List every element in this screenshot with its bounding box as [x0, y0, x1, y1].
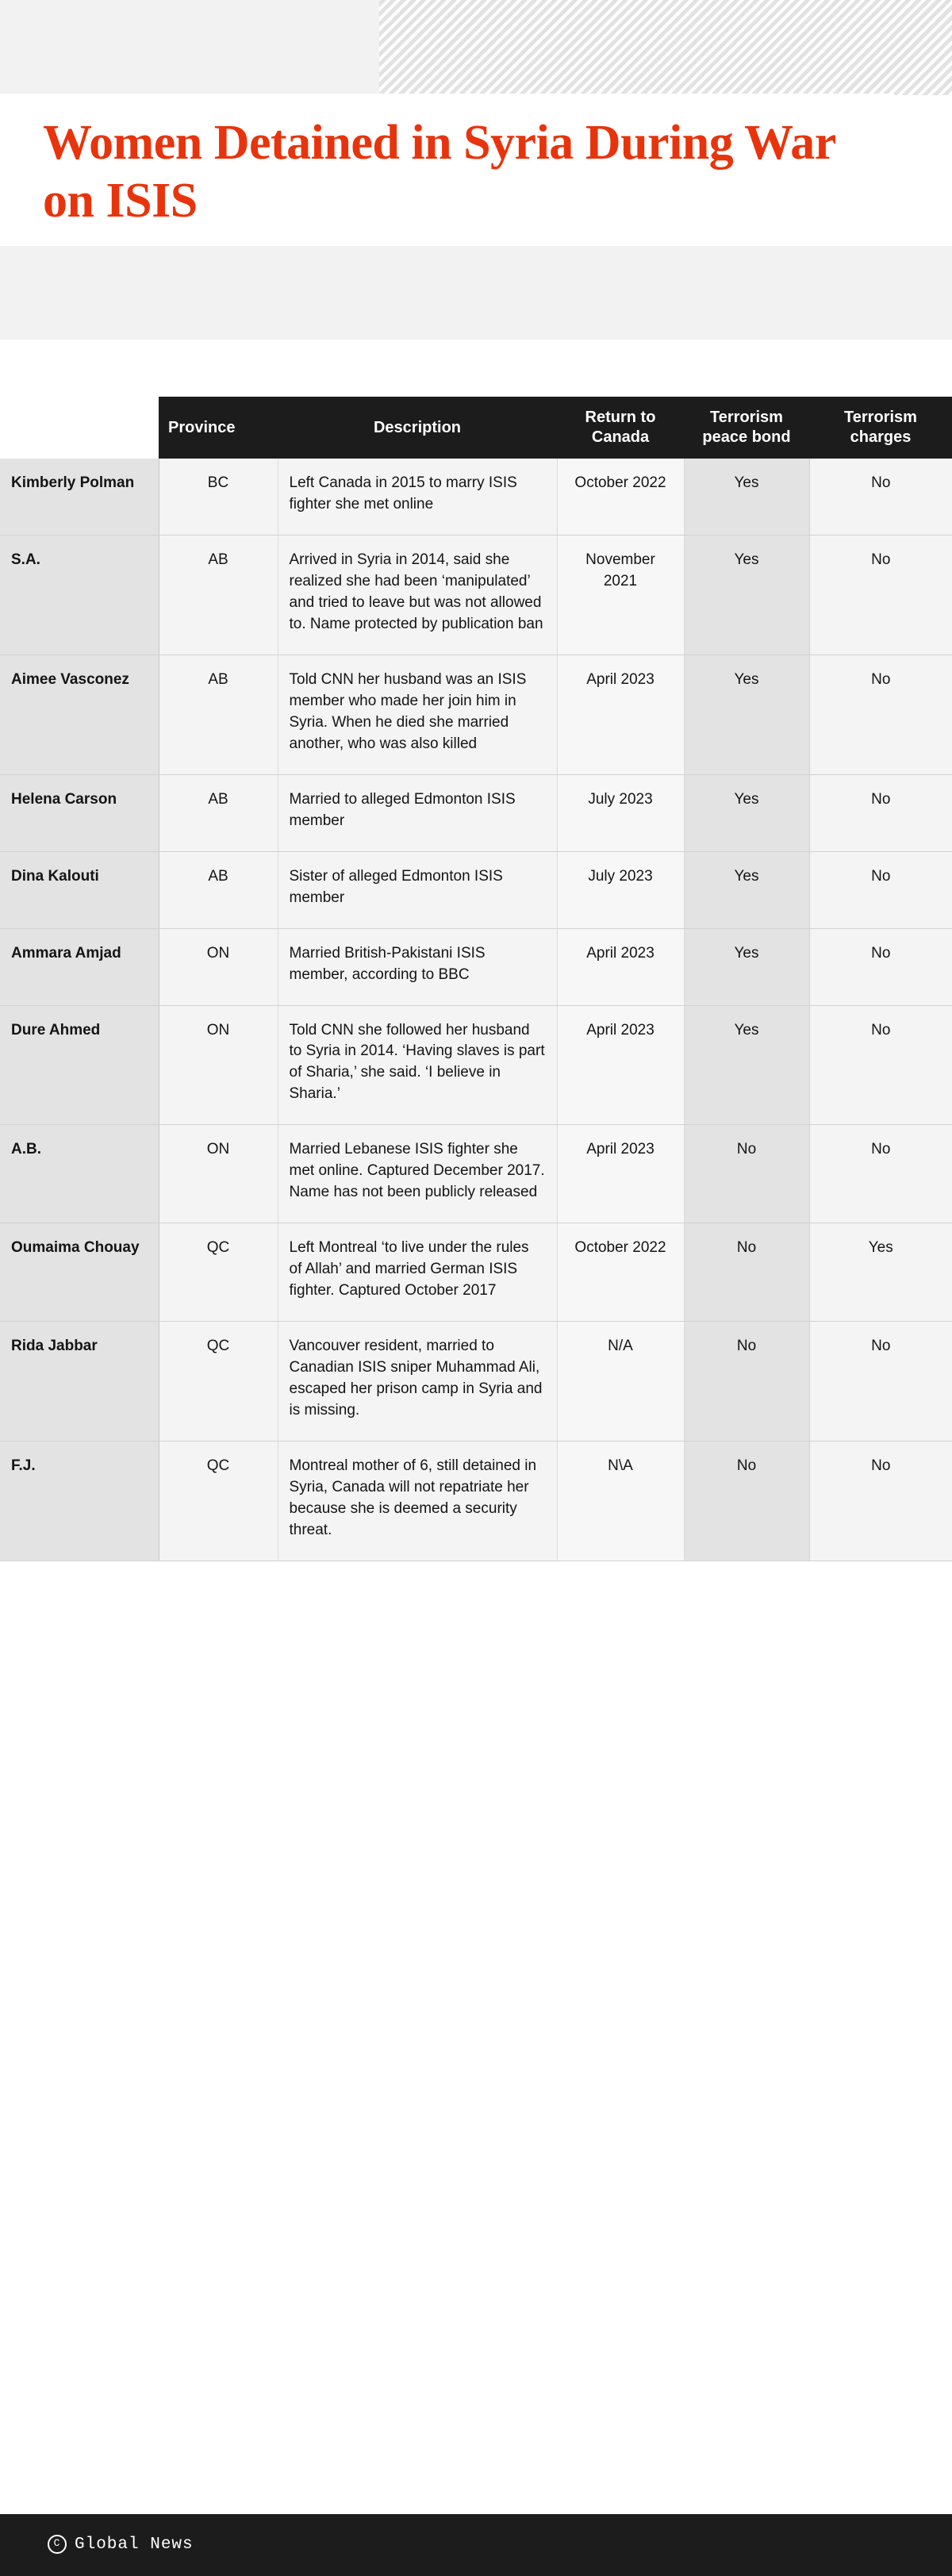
- cell-return: October 2022: [557, 1223, 684, 1322]
- footer-credit: [48, 2535, 194, 2554]
- cell-charges: No: [809, 928, 952, 1005]
- column-header-province: Province: [159, 397, 278, 459]
- cell-return: April 2023: [557, 655, 684, 774]
- cell-charges: No: [809, 655, 952, 774]
- cell-name: Oumaima Chouay: [0, 1223, 159, 1322]
- column-header-return: Return to Canada: [557, 397, 684, 459]
- cell-return: N\A: [557, 1442, 684, 1561]
- cell-charges: No: [809, 1442, 952, 1561]
- table-row: [0, 851, 952, 928]
- cell-bond: Yes: [684, 851, 809, 928]
- table-body: [0, 459, 952, 1561]
- cell-bond: Yes: [684, 655, 809, 774]
- cell-charges: No: [809, 1005, 952, 1125]
- table-container: [0, 397, 952, 1561]
- table-row: [0, 1322, 952, 1442]
- cell-description: Left Canada in 2015 to marry ISIS fighter she met online: [278, 459, 557, 535]
- table-row: [0, 928, 952, 1005]
- cell-charges: No: [809, 774, 952, 851]
- cell-charges: No: [809, 535, 952, 655]
- cell-name: Aimee Vasconez: [0, 655, 159, 774]
- cell-description: Married British-Pakistani ISIS member, according to BBC: [278, 928, 557, 1005]
- cell-province: ON: [159, 1005, 278, 1125]
- cell-return: July 2023: [557, 851, 684, 928]
- cell-bond: Yes: [684, 774, 809, 851]
- cell-name: A.B.: [0, 1125, 159, 1223]
- table-header: [0, 397, 952, 459]
- cell-name: F.J.: [0, 1442, 159, 1561]
- cell-description: Montreal mother of 6, still detained in Syria, Canada will not repatriate her because she is deemed a security threat.: [278, 1442, 557, 1561]
- top-decorative-band: [0, 0, 952, 95]
- cell-return: April 2023: [557, 1125, 684, 1223]
- table-row: [0, 655, 952, 774]
- page-title: Women Detained in Syria During War on ISIS: [43, 116, 835, 228]
- cell-return: October 2022: [557, 459, 684, 535]
- cell-name: Dure Ahmed: [0, 1005, 159, 1125]
- cell-name: Rida Jabbar: [0, 1322, 159, 1442]
- cell-name: Dina Kalouti: [0, 851, 159, 928]
- cell-charges: No: [809, 1322, 952, 1442]
- cell-province: QC: [159, 1223, 278, 1322]
- footer-bar: [0, 2514, 952, 2576]
- cell-bond: No: [684, 1223, 809, 1322]
- table-row: [0, 459, 952, 535]
- table-row: [0, 535, 952, 655]
- cell-bond: No: [684, 1442, 809, 1561]
- cell-name: S.A.: [0, 535, 159, 655]
- cell-name: Helena Carson: [0, 774, 159, 851]
- column-header-name: [0, 397, 159, 459]
- cell-description: Told CNN her husband was an ISIS member who made her join him in Syria. When he died she married another, who was also killed: [278, 655, 557, 774]
- column-header-charges: Terrorism charges: [809, 397, 952, 459]
- cell-return: April 2023: [557, 1005, 684, 1125]
- table-row: [0, 1223, 952, 1322]
- cell-bond: Yes: [684, 535, 809, 655]
- table-row: [0, 1005, 952, 1125]
- cell-charges: No: [809, 459, 952, 535]
- table-row: [0, 774, 952, 851]
- table-row: [0, 1125, 952, 1223]
- lower-decorative-band: [0, 246, 952, 340]
- cell-bond: Yes: [684, 459, 809, 535]
- column-header-description: Description: [278, 397, 557, 459]
- cell-return: N/A: [557, 1322, 684, 1442]
- cell-bond: Yes: [684, 928, 809, 1005]
- cell-description: Arrived in Syria in 2014, said she realized she had been ‘manipulated’ and tried to leave but was not allowed to. Name protected by publication ban: [278, 535, 557, 655]
- cell-name: Kimberly Polman: [0, 459, 159, 535]
- cell-description: Married Lebanese ISIS fighter she met online. Captured December 2017. Name has not been publicly released: [278, 1125, 557, 1223]
- cell-charges: No: [809, 851, 952, 928]
- cell-charges: Yes: [809, 1223, 952, 1322]
- cell-return: November 2021: [557, 535, 684, 655]
- cell-description: Told CNN she followed her husband to Syria in 2014. ‘Having slaves is part of Sharia,’ she said. ‘I believe in Sharia.’: [278, 1005, 557, 1125]
- hatch-pattern: [379, 0, 952, 95]
- cell-province: ON: [159, 928, 278, 1005]
- title-card: [0, 94, 894, 246]
- cell-description: Vancouver resident, married to Canadian ISIS sniper Muhammad Ali, escaped her prison camp in Syria and is missing.: [278, 1322, 557, 1442]
- cell-province: AB: [159, 851, 278, 928]
- brand-label: Global News: [75, 2535, 194, 2554]
- cell-description: Married to alleged Edmonton ISIS member: [278, 774, 557, 851]
- cell-province: QC: [159, 1322, 278, 1442]
- cell-return: April 2023: [557, 928, 684, 1005]
- cell-province: QC: [159, 1442, 278, 1561]
- cell-charges: No: [809, 1125, 952, 1223]
- cell-bond: Yes: [684, 1005, 809, 1125]
- copyright-icon: C: [48, 2535, 67, 2554]
- cell-province: AB: [159, 535, 278, 655]
- cell-return: July 2023: [557, 774, 684, 851]
- detainees-table: [0, 397, 952, 1561]
- cell-bond: No: [684, 1125, 809, 1223]
- cell-name: Ammara Amjad: [0, 928, 159, 1005]
- column-header-bond: Terrorism peace bond: [684, 397, 809, 459]
- cell-province: AB: [159, 774, 278, 851]
- cell-province: BC: [159, 459, 278, 535]
- cell-description: Sister of alleged Edmonton ISIS member: [278, 851, 557, 928]
- cell-province: ON: [159, 1125, 278, 1223]
- cell-description: Left Montreal ‘to live under the rules of Allah’ and married German ISIS fighter. Captured October 2017: [278, 1223, 557, 1322]
- cell-province: AB: [159, 655, 278, 774]
- cell-bond: No: [684, 1322, 809, 1442]
- table-row: [0, 1442, 952, 1561]
